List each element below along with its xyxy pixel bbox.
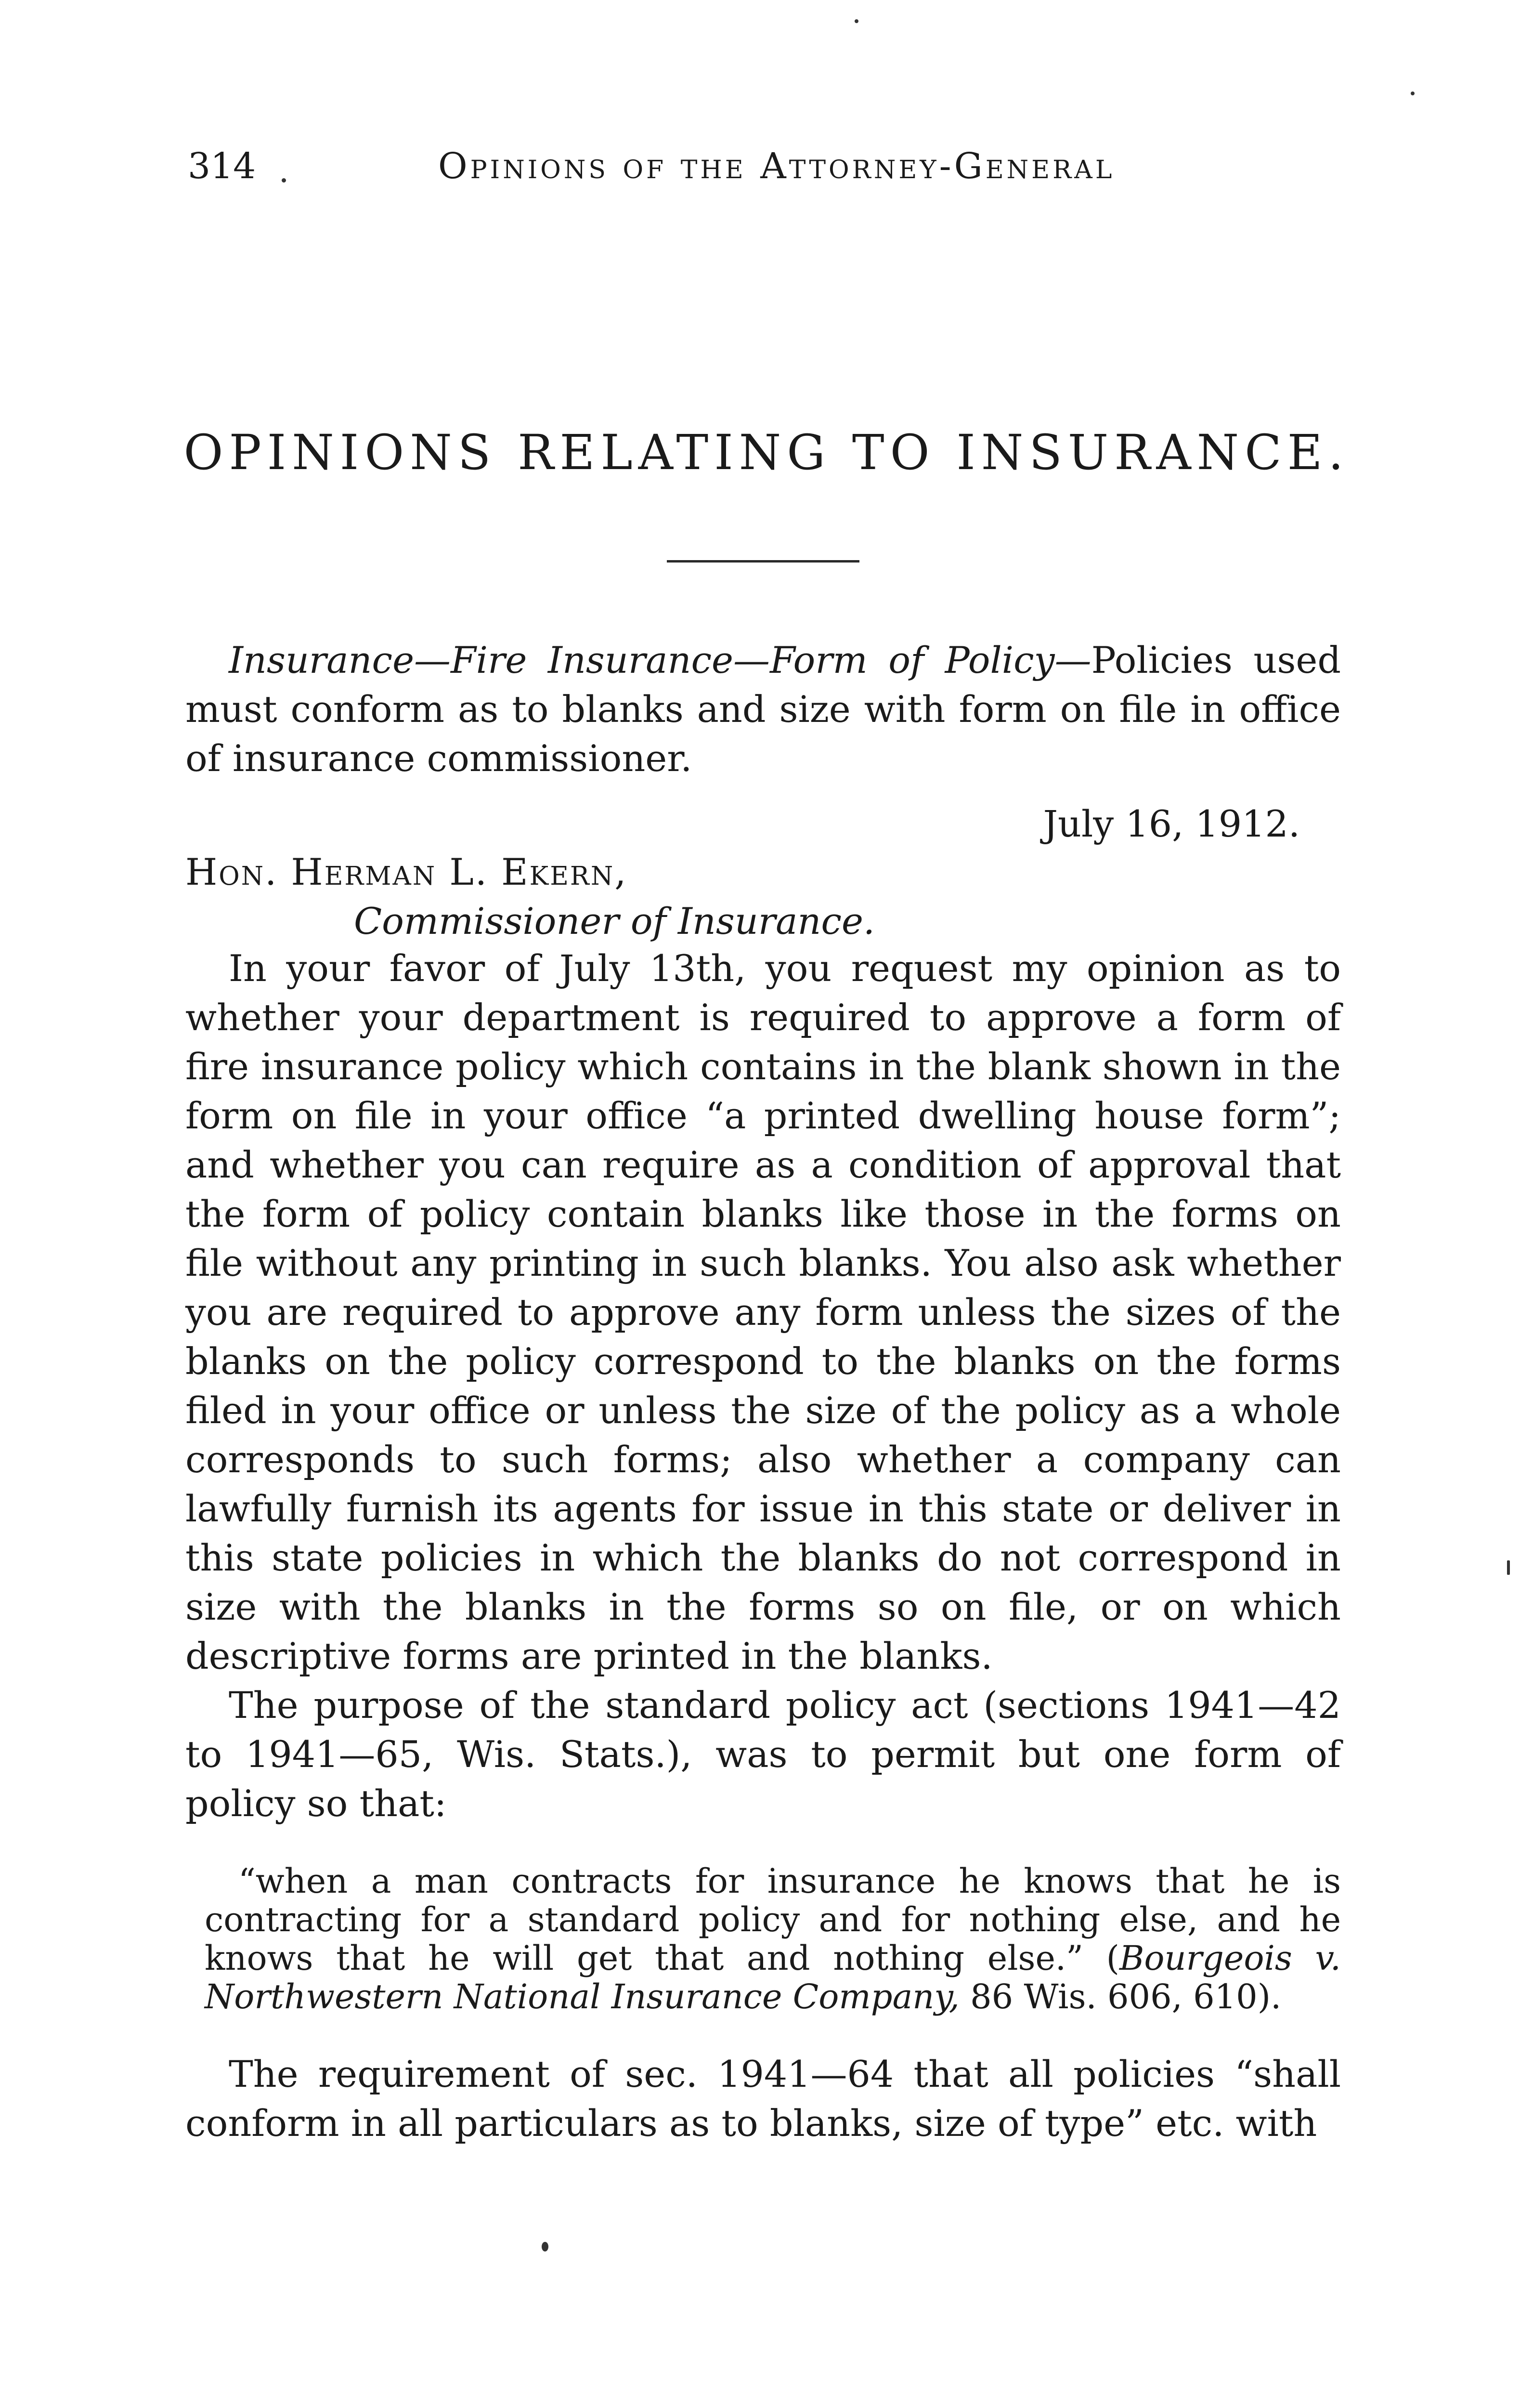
section-title: OPINIONS RELATING TO INSURANCE.	[183, 424, 1350, 481]
scan-speck	[542, 2242, 548, 2251]
running-title: Opinions of the Attorney-General	[438, 145, 1115, 187]
addressee	[185, 848, 1245, 946]
case-name: Bourgeois v. Northwestern National Insurance Company,	[205, 1938, 1341, 2016]
scan-speck	[282, 178, 286, 183]
headnote	[185, 636, 1341, 783]
running-head	[188, 137, 1343, 195]
title-rule	[667, 560, 859, 563]
scan-speck	[1507, 1560, 1510, 1575]
page-number: 314	[188, 145, 256, 187]
quote-text: “when a man contracts for insurance he knows that he is contracting for a standard policy and for nothing else, and he knows that he will get that and nothing else.” (	[205, 1861, 1341, 1978]
block-quote	[185, 1862, 1341, 2016]
scan-speck	[855, 19, 858, 23]
paragraph-request: In your favor of July 13th, you request my opinion as to whether your department is required to approve a form of fire insurance policy which contains in the blank shown in the form on file in your office “a printed dwelling house form”; and whether you can require as a condition of approval that the form of policy contain blanks like those in the forms on file without any printing in such blanks. You also ask whether you are required to approve any form unless the sizes of the blanks on the policy correspond to the blanks on the forms filed in your office or unless the size of the policy as a whole corresponds to such forms; also whether a company can lawfully furnish its agents for issue in this state or deliver in this state policies in which the blanks do not correspond in size with the blanks in the forms so on file, or on which descriptive forms are printed in the blanks.	[185, 947, 1341, 1677]
headnote-topic: Insurance—Fire Insurance—Form of Policy—	[229, 639, 1091, 681]
headnote-summary: Policies used must conform as to blanks and size with form on file in office of insurance commissioner.	[185, 639, 1341, 780]
addressee-name: Hon. Herman L. Ekern,	[185, 851, 628, 893]
paragraph-requirement: The requirement of sec. 1941—64 that all policies “shall conform in all particulars as to blanks, size of type” etc. with	[185, 2053, 1341, 2145]
opinion-body	[185, 944, 1341, 2148]
addressee-office: Commissioner of Insurance.	[354, 900, 875, 942]
paragraph-purpose: The purpose of the standard policy act (sections 1941—42 to 1941—65, Wis. Stats.), was to permit but one form of policy so that:	[185, 1684, 1341, 1825]
letter-date: July 16, 1912.	[1043, 802, 1300, 845]
case-citation: 86 Wis. 606, 610).	[959, 1977, 1282, 2016]
scan-speck	[1411, 92, 1415, 95]
